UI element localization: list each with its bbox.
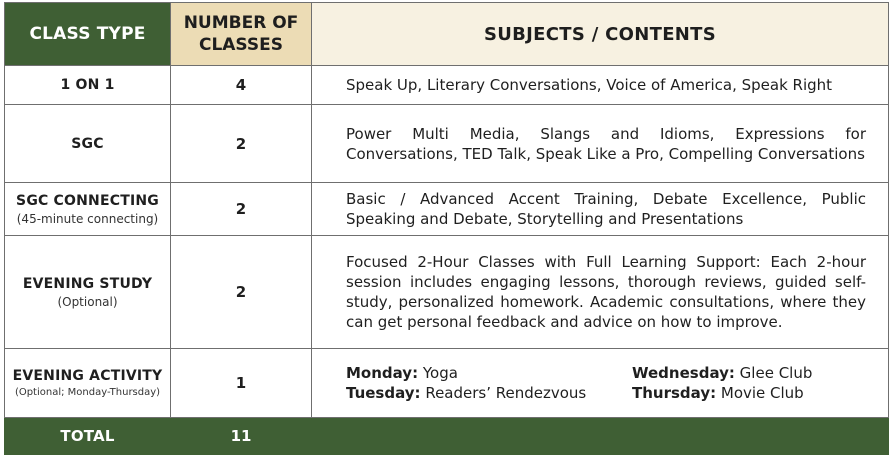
class-type-note: (45-minute connecting) [16, 211, 159, 226]
total-empty-cell [312, 418, 889, 455]
subjects-cell: Focused 2-Hour Classes with Full Learning Support: Each 2-hour session includes engaging lessons, thorough reviews, guided self-study, personalized homework. Academic consultations, where they can get personal feedback and advice on how to improve. [312, 236, 889, 349]
total-count: 11 [171, 418, 312, 455]
header-number-line2: CLASSES [198, 35, 284, 55]
table-row [5, 183, 889, 236]
class-type-cell: 1 ON 1 [5, 66, 171, 105]
activity-item [632, 363, 872, 383]
total-row [5, 418, 889, 455]
class-type-label: EVENING ACTIVITY [12, 368, 163, 384]
class-type-label: SGC CONNECTING [16, 192, 159, 209]
class-type-cell [5, 183, 171, 236]
table-row [5, 66, 889, 105]
activity-day: Wednesday: [632, 364, 735, 382]
class-schedule-table [4, 2, 889, 455]
table-row [5, 349, 889, 418]
activity-item [632, 383, 872, 403]
header-subjects: SUBJECTS / CONTENTS [312, 3, 889, 66]
class-type-cell [5, 236, 171, 349]
header-row [5, 3, 889, 66]
total-label: TOTAL [5, 418, 171, 455]
class-count-cell: 2 [171, 236, 312, 349]
class-count-cell: 1 [171, 349, 312, 418]
class-type-note: (Optional) [57, 294, 118, 309]
class-type-cell: SGC [5, 105, 171, 183]
header-number-of-classes [171, 3, 312, 66]
activity-name: Glee Club [739, 364, 813, 382]
activity-day: Thursday: [632, 384, 717, 402]
activity-item [346, 363, 632, 383]
subjects-cell: Basic / Advanced Accent Training, Debate Excellence, Public Speaking and Debate, Storytelling and Presentations [312, 183, 889, 236]
activity-name: Readers’ Rendezvous [425, 384, 587, 402]
class-count-cell: 2 [171, 105, 312, 183]
class-type-cell [5, 349, 171, 418]
activity-day: Monday: [346, 364, 419, 382]
activity-item [346, 383, 632, 403]
subjects-cell: Speak Up, Literary Conversations, Voice of America, Speak Right [312, 66, 889, 105]
activity-name: Yoga [422, 364, 458, 382]
header-class-type: CLASS TYPE [5, 3, 171, 66]
class-count-cell: 2 [171, 183, 312, 236]
class-type-note: (Optional; Monday-Thursday) [14, 387, 161, 398]
table-row [5, 105, 889, 183]
activities-grid [346, 363, 866, 403]
activity-day: Tuesday: [346, 384, 421, 402]
activities-cell [312, 349, 889, 418]
subjects-cell: Power Multi Media, Slangs and Idioms, Expressions for Conversations, TED Talk, Speak Like a Pro, Compelling Conversations [312, 105, 889, 183]
table-row [5, 236, 889, 349]
header-number-line1: NUMBER OF [183, 13, 299, 33]
class-type-label: EVENING STUDY [22, 275, 153, 292]
class-count-cell: 4 [171, 66, 312, 105]
activity-name: Movie Club [720, 384, 804, 402]
class-schedule-table-container [4, 2, 888, 448]
